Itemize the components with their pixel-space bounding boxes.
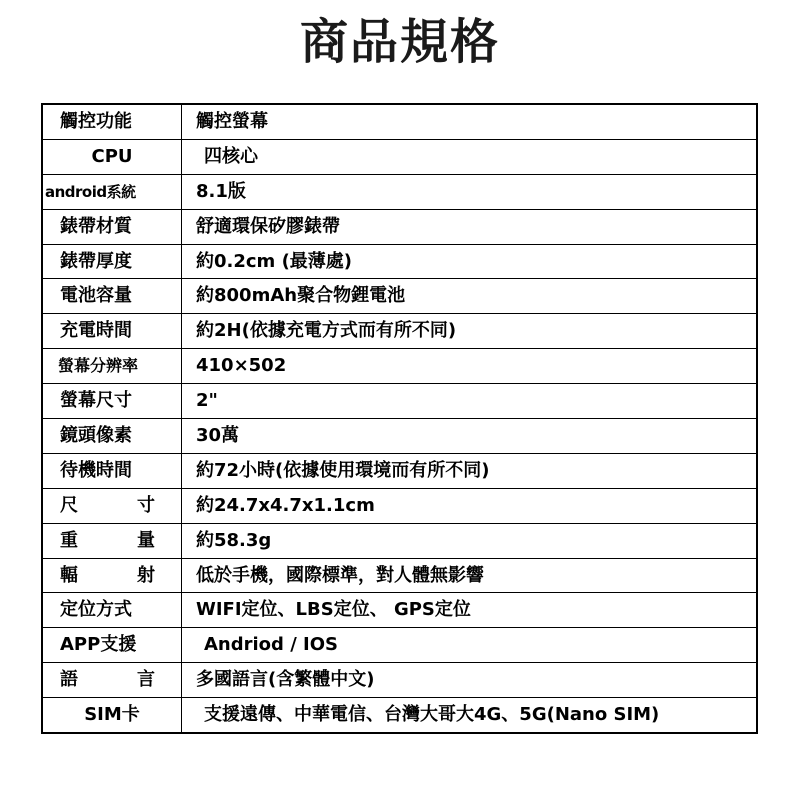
table-row (42, 523, 757, 558)
spec-label: 尺寸 (42, 488, 182, 523)
spec-label: 充電時間 (42, 314, 182, 349)
spec-value: 410×502 (182, 349, 758, 384)
table-row (42, 453, 757, 488)
spec-label: android系統 (42, 174, 182, 209)
table-row (42, 663, 757, 698)
spec-value: WIFI定位、LBS定位、 GPS定位 (182, 593, 758, 628)
table-row (42, 349, 757, 384)
spec-value: 舒適環保矽膠錶帶 (182, 209, 758, 244)
spec-value: 約800mAh聚合物鋰電池 (182, 279, 758, 314)
spec-value: 約0.2cm (最薄處) (182, 244, 758, 279)
spec-value: 8.1版 (182, 174, 758, 209)
spec-label: 觸控功能 (42, 104, 182, 139)
spec-value: 約2H(依據充電方式而有所不同) (182, 314, 758, 349)
spec-label: SIM卡 (42, 698, 182, 733)
spec-value: 2" (182, 384, 758, 419)
spec-value: 多國語言(含繁體中文) (182, 663, 758, 698)
spec-label: 定位方式 (42, 593, 182, 628)
spec-label: APP支援 (42, 628, 182, 663)
table-row (42, 698, 757, 733)
table-row (42, 628, 757, 663)
spec-table (41, 103, 758, 734)
table-row (42, 314, 757, 349)
spec-value: 四核心 (182, 139, 758, 174)
spec-value: 低於手機，國際標準，對人體無影響 (182, 558, 758, 593)
spec-value: Andriod / IOS (182, 628, 758, 663)
table-row (42, 488, 757, 523)
table-row (42, 139, 757, 174)
table-row (42, 174, 757, 209)
spec-value: 30萬 (182, 419, 758, 454)
spec-label: 錶帶厚度 (42, 244, 182, 279)
spec-label: 重量 (42, 523, 182, 558)
spec-value: 支援遠傳、中華電信、台灣大哥大4G、5G(Nano SIM) (182, 698, 758, 733)
table-row (42, 104, 757, 139)
table-row (42, 279, 757, 314)
spec-label: 錶帶材質 (42, 209, 182, 244)
spec-label: 螢幕分辨率 (42, 349, 182, 384)
spec-value: 約58.3g (182, 523, 758, 558)
spec-label: 輻射 (42, 558, 182, 593)
spec-label: 電池容量 (42, 279, 182, 314)
table-row (42, 209, 757, 244)
table-row (42, 384, 757, 419)
spec-label: 待機時間 (42, 453, 182, 488)
spec-value: 約24.7x4.7x1.1cm (182, 488, 758, 523)
page-title: 商品規格 (299, 14, 500, 70)
spec-value: 觸控螢幕 (182, 104, 758, 139)
table-row (42, 558, 757, 593)
table-row (42, 244, 757, 279)
table-row (42, 419, 757, 454)
table-row (42, 593, 757, 628)
spec-label: 語言 (42, 663, 182, 698)
spec-label: 螢幕尺寸 (42, 384, 182, 419)
spec-value: 約72小時(依據使用環境而有所不同) (182, 453, 758, 488)
spec-label: 鏡頭像素 (42, 419, 182, 454)
spec-label: CPU (42, 139, 182, 174)
